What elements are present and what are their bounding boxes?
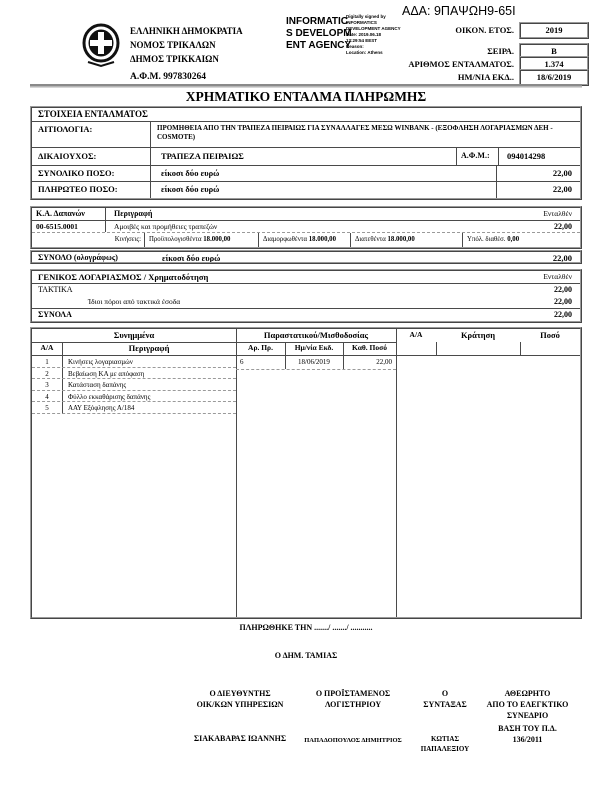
deductions-col-divider [436, 342, 437, 355]
issuer-afm: Α.Φ.Μ. 997830264 [130, 72, 206, 82]
desc-header: Περιγραφή [105, 208, 500, 220]
greek-coat-of-arms-logo [78, 20, 124, 68]
table-divider [396, 329, 397, 617]
total-label: ΣΥΝΟΛΟ (ολογράφως) [38, 253, 118, 262]
kiniseis-label: Κινήσεις: [114, 236, 141, 243]
field-label-oikon-etos: ΟΙΚΟΝ. ΕΤΟΣ. [455, 25, 514, 35]
field-value-arithmos-entalmatos: 1.374 [519, 56, 589, 73]
total-strip [30, 250, 582, 264]
attachment-row: 2 Βεβαίωση ΚΑ με απόφαση [32, 368, 236, 380]
attachment-row: 4 Φύλλο εκκαθάρισης δαπάνης [32, 391, 236, 403]
deductions-col-amount: Ποσό [540, 330, 560, 340]
ka-amount: 22,00 [554, 222, 572, 231]
total-amount: 22,00 [552, 253, 572, 262]
general-account-row-taktika-amount: 22,00 [554, 285, 572, 294]
deductions-col-name: Κράτηση [460, 330, 496, 340]
signature-author-name: ΚΩΤΙΑΣ ΠΑΠΑΛΕΞΙΟΥ [420, 735, 470, 753]
field-value-hmnia-ekd: 18/6/2019 [519, 69, 589, 86]
aitiologia-value: ΠΡΟΜΗΘΕΙΑ ΑΠΟ ΤΗΝ ΤΡΑΠΕΖΑ ΠΕΙΡΑΙΩΣ ΓΙΑ ΣΥΝΑΛΛΑΓΕΣ ΜΕΣΩ WINBANK - (ΕΞΟΦΛΗΣΗ ΛΟΓΑΡΙΑΣΜΩΝ ΔΕΗ - COSMOTE) [150, 122, 580, 147]
field-label-hmnia-ekd: ΗΜ/ΝΙΑ ΕΚΔ.. [457, 72, 514, 82]
afm-value: 094014298 [498, 148, 580, 165]
attachments-rows [32, 356, 236, 414]
attachments-col-desc: Περιγραφή [128, 343, 170, 353]
dikaiouxos-label: ΔΙΚΑΙΟΥΧΟΣ: [38, 151, 97, 161]
signature-head-accountant: Ο ΠΡΟΪΣΤΑΜΕΝΟΣ ΛΟΓΙΣΤΗΡΙΟΥ [315, 689, 391, 709]
title-top-rule [30, 84, 582, 88]
general-account-totals-amount: 22,00 [554, 310, 572, 319]
general-account-entalthen-header: Ενταλθέν [543, 272, 572, 281]
signature-audit-court-basis: ΒΑΣΗ ΤΟΥ Π.Δ. 136/2011 [498, 724, 557, 744]
plhrwteo-poso-amount: 22,00 [496, 182, 580, 198]
general-account-box [30, 269, 582, 323]
digital-signature-details: Digitally signed by INFORMATICS DEVELOPMENT AGENCY Date: 2019.06.18 13:29:54 EEST Reason: Location: Athens [346, 14, 401, 55]
afm-label: Α.Φ.Μ.: [456, 148, 498, 165]
page-title: ΧΡΗΜΑΤΙΚΟ ΕΝΤΑΛΜΑ ΠΛΗΡΩΜΗΣ [185, 89, 427, 104]
documents-col-amount: Καθ. Ποσό [352, 343, 387, 352]
plhrwteo-poso-label: ΠΛΗΡΩΤΕΟ ΠΟΣΟ: [38, 184, 118, 194]
digital-signature-agency: INFORMATICS DEVELOPMENT AGENCY [286, 16, 352, 51]
treasurer-title: Ο ΔΗΜ. ΤΑΜΙΑΣ [274, 651, 338, 660]
general-account-row-idioi-poroi-amount: 22,00 [554, 297, 572, 306]
general-account-row-idioi-poroi: Ίδιοι πόροι από τακτικά έσοδα [88, 297, 181, 306]
attachment-row: 5 ΑΑΥ Εξόφλησης Α/184 [32, 402, 236, 414]
attachments-documents-table [30, 327, 582, 619]
document-row-date: 18/06/2019 [298, 358, 330, 366]
issuer-block [130, 24, 243, 66]
general-account-row-taktika: ΤΑΚΤΙΚΑ [38, 285, 73, 294]
general-account-totals-label: ΣΥΝΟΛΑ [38, 310, 72, 319]
kiniseis-proypologisthenta: Προϋπολογισθέντα 18.000,00 [144, 233, 258, 247]
field-value-oikon-etos: 2019 [519, 22, 589, 39]
issuer-line: ΝΟΜΟΣ ΤΡΙΚΑΛΩΝ [130, 40, 216, 50]
ka-code: 00-6515.0001 [36, 222, 78, 231]
documents-col-date: Ημ/νία Εκδ. [294, 343, 334, 352]
expense-code-box [30, 206, 582, 249]
synoliko-poso-label: ΣΥΝΟΛΙΚΟ ΠΟΣΟ: [38, 168, 115, 178]
general-account-header: ΓΕΝΙΚΟΣ ΛΟΓΑΡΙΑΣΜΟΣ / Χρηματοδότηση [38, 272, 209, 282]
ada-value: 9ΠΑΨΩΗ9-65Ι [433, 4, 516, 18]
section-title: ΣΤΟΙΧΕΙΑ ΕΝΤΑΛΜΑΤΟΣ [38, 109, 148, 119]
synoliko-poso-amount: 22,00 [496, 166, 580, 181]
signature-author: Ο ΣΥΝΤΑΞΑΣ [423, 689, 467, 709]
signature-director-name: ΣΙΑΚΑΒΑΡΑΣ ΙΩΑΝΝΗΣ [193, 734, 287, 743]
order-details-box [30, 106, 582, 200]
entalthen-header: Ενταλθέν [543, 209, 572, 218]
signature-director: Ο ΔΙΕΥΘΥΝΤΗΣ ΟΙΚ/ΚΩΝ ΥΠΗΡΕΣΙΩΝ [196, 689, 284, 709]
ka-header: Κ.Α. Δαπανών [36, 209, 85, 218]
issuer-line: ΕΛΛΗΝΙΚΗ ΔΗΜΟΚΡΑΤΙΑ [130, 26, 243, 36]
kiniseis-diamorfwthenta: Διαμορφωθέντα 18.000,00 [258, 233, 350, 247]
kiniseis-diatethenta: Διατεθέντα 18.000,00 [350, 233, 462, 247]
ada-label: ΑΔΑ: [402, 4, 431, 18]
attachments-col-aa: Α/Α [40, 343, 54, 352]
document-row-number: 6 [240, 358, 244, 366]
table-divider [236, 329, 237, 617]
deductions-col-aa: Α/Α [409, 330, 423, 339]
documents-col-ar: Αρ. Πρ. [248, 343, 273, 352]
synoliko-poso-text: είκοσι δύο ευρώ [150, 166, 496, 181]
signature-audit-court: ΑΘΕΩΡΗΤΟ ΑΠΟ ΤΟ ΕΛΕΓΚΤΙΚΟ ΣΥΝΕΔΡΙΟ [486, 689, 569, 720]
field-label-arithmos-entalmatos: ΑΡΙΘΜΟΣ ΕΝΤΑΛΜΑΤΟΣ. [408, 59, 514, 69]
attachments-header: Συνημμένα [113, 330, 155, 340]
ada-line [402, 4, 516, 18]
ka-description: Αμοιβές και προμήθειες τραπεζών [105, 221, 500, 232]
attachment-row: 3 Κατάσταση δαπάνης [32, 379, 236, 391]
dikaiouxos-value: ΤΡΑΠΕΖΑ ΠΕΙΡΑΙΩΣ [150, 148, 456, 165]
plhrwteo-poso-text: είκοσι δύο ευρώ [150, 182, 496, 198]
aitiologia-label: ΑΙΤΙΟΛΟΓΙΑ: [38, 124, 93, 134]
documents-header: Παραστατικού/Μισθοδοσίας [263, 330, 369, 340]
total-text: είκοσι δύο ευρώ [162, 253, 221, 262]
kiniseis-ypoloipo: Υπόλ. διαθέσ. 0,00 [462, 233, 580, 247]
attachment-row: 1 Κινήσεις λογαριασμών [32, 356, 236, 368]
signature-head-accountant-name: ΠΑΠΑΔΟΠΟΥΛΟΣ ΔΗΜΗΤΡΙΟΣ [304, 737, 402, 744]
deductions-col-divider [520, 342, 521, 355]
issuer-line: ΔΗΜΟΣ ΤΡΙΚΚΑΙΩΝ [130, 54, 219, 64]
field-value-seira: Β [519, 43, 589, 60]
field-label-seira: ΣΕΙΡΑ. [487, 46, 514, 56]
paid-on-line: ΠΛΗΡΩΘΗΚΕ ΤΗΝ ......./ ......./ ........... [239, 623, 373, 632]
document-row-amount: 22,00 [376, 358, 392, 366]
document-row-underline [236, 369, 396, 370]
